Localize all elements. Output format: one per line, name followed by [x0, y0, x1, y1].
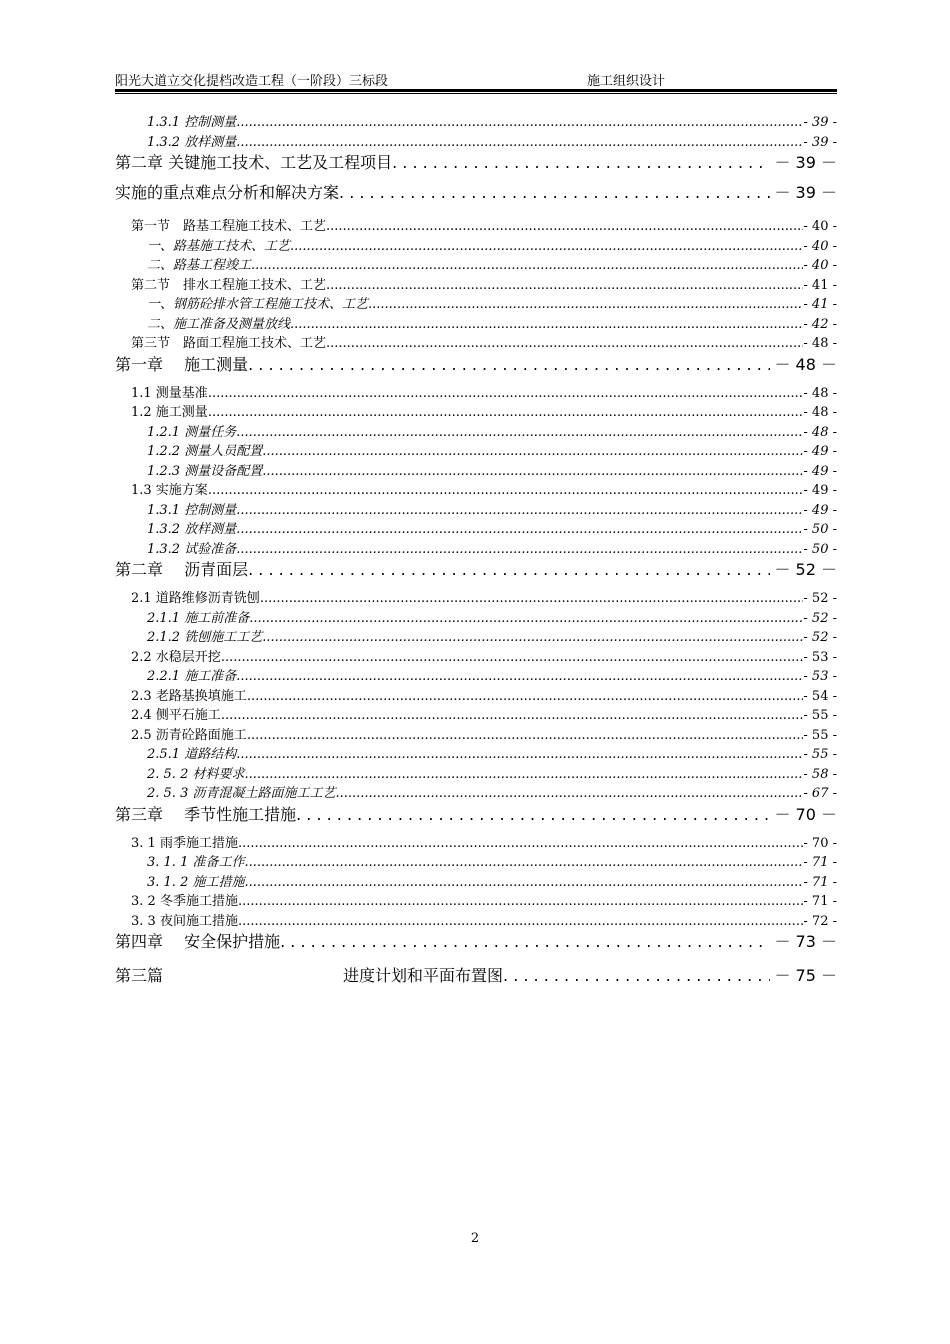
- toc-entry-page: - 41 -: [803, 277, 837, 293]
- toc-entry-title: 3. 1. 2 施工措施: [147, 874, 245, 890]
- toc-entry-title: 一、钢筋砼排水管工程施工技术、工艺: [147, 297, 369, 312]
- toc-leader: [248, 354, 770, 376]
- toc-entry-title: 2. 5. 2 材料要求: [147, 766, 245, 782]
- table-of-contents: [115, 113, 837, 987]
- header-rule-thin: [115, 93, 837, 94]
- toc-entry-title: 1.2.3 测量设备配置: [147, 463, 263, 479]
- toc-leader: [247, 687, 804, 707]
- toc-entry-title: 1.3.2 试验准备: [147, 541, 237, 557]
- toc-entry-page: - 58 -: [803, 766, 837, 782]
- toc-entry-title: 第一章 施工测量: [115, 354, 249, 374]
- toc-leader: [290, 237, 803, 257]
- toc-entry-title: 第二章 沥青面层: [115, 560, 249, 579]
- toc-entry[interactable]: [115, 784, 837, 804]
- toc-entry[interactable]: [115, 276, 837, 296]
- toc-entry-title: 2.1.2 铣刨施工工艺: [147, 630, 263, 645]
- toc-entry-title: 3. 1 雨季施工措施: [131, 835, 238, 851]
- toc-entry-page: － 75 －: [774, 966, 837, 985]
- toc-entry-title: 第一节 路基工程施工技术、工艺: [131, 219, 327, 234]
- toc-entry-page: - 54 -: [803, 688, 837, 704]
- toc-entry-title: 2.5 沥青砼路面施工: [131, 727, 247, 743]
- toc-entry[interactable]: [115, 403, 837, 423]
- toc-entry-title: 1.3.1 控制测量: [147, 502, 237, 518]
- toc-entry[interactable]: [115, 609, 837, 629]
- toc-leader: [262, 628, 803, 648]
- toc-entry[interactable]: [115, 217, 837, 237]
- toc-entry-title: 1.3.2 放样测量: [147, 522, 237, 537]
- toc-entry-title: 2.2.1 施工准备: [147, 669, 237, 684]
- toc-entry[interactable]: [115, 384, 837, 404]
- toc-leader: [236, 113, 803, 133]
- toc-leader: [260, 589, 804, 609]
- toc-entry-title: 实施的重点难点分析和解决方案: [115, 183, 340, 202]
- toc-entry-title: 2. 5. 3 沥青混凝土路面施工工艺: [147, 786, 336, 801]
- toc-entry-page: - 70 -: [803, 835, 837, 851]
- toc-entry-page: - 52 -: [803, 591, 837, 606]
- toc-entry-page: － 70 －: [774, 804, 837, 824]
- toc-entry-title: 2.5.1 道路结构: [147, 747, 237, 762]
- toc-entry-title: 1.2.2 测量人员配置: [147, 444, 263, 459]
- toc-leader: [247, 726, 804, 746]
- toc-leader: [236, 520, 803, 540]
- toc-entry[interactable]: [115, 687, 837, 707]
- toc-entry-page: - 40 -: [803, 258, 837, 273]
- toc-entry-page: - 71 -: [803, 855, 837, 870]
- toc-entry-page: - 50 -: [803, 522, 837, 537]
- toc-entry[interactable]: [115, 834, 837, 854]
- toc-entry-title: 第二节 排水工程施工技术、工艺: [131, 277, 327, 293]
- toc-entry-page: - 72 -: [803, 913, 837, 929]
- toc-entry[interactable]: [115, 423, 837, 443]
- toc-leader: [248, 559, 770, 581]
- toc-leader: [335, 784, 803, 804]
- toc-entry-title: 第二章 关键施工技术、工艺及工程项目: [115, 153, 393, 172]
- toc-entry-title: 1.2 施工测量: [131, 405, 208, 420]
- toc-chapter-entry[interactable]: [115, 931, 837, 953]
- toc-entry-title: 3. 1. 1 准备工作: [147, 855, 245, 870]
- toc-entry-page: - 40 -: [803, 238, 837, 254]
- toc-leader: [251, 256, 803, 276]
- toc-entry-page: - 48 -: [803, 336, 837, 351]
- toc-entry-page: － 39 －: [774, 153, 837, 172]
- toc-leader: [236, 423, 803, 443]
- toc-leader: [339, 182, 770, 204]
- toc-leader: [244, 765, 803, 785]
- page-header: [115, 70, 837, 88]
- toc-entry[interactable]: [115, 501, 837, 521]
- toc-entry-title: 3. 2 冬季施工措施: [131, 894, 238, 909]
- toc-entry-page: - 49 -: [803, 444, 837, 459]
- toc-entry-title: 2.3 老路基换填施工: [131, 688, 247, 704]
- header-document-title: 施工组织设计: [587, 74, 666, 89]
- toc-entry[interactable]: [115, 667, 837, 687]
- toc-entry[interactable]: [115, 706, 837, 726]
- toc-leader: [326, 334, 803, 354]
- toc-entry-title: 1.3.1 控制测量: [147, 115, 237, 130]
- header-rule-thick: [115, 89, 837, 92]
- toc-entry[interactable]: [115, 256, 837, 276]
- toc-entry-page: － 52 －: [774, 560, 837, 579]
- toc-entry[interactable]: [115, 873, 837, 893]
- toc-part-label: 第三篇: [115, 966, 164, 985]
- toc-entry[interactable]: [115, 462, 837, 482]
- toc-leader: [296, 804, 770, 826]
- toc-entry-page: - 55 -: [803, 747, 837, 762]
- toc-entry-title: 2.2 水稳层开挖: [131, 649, 221, 665]
- toc-entry-title: 1.1 测量基准: [131, 385, 208, 401]
- toc-entry-page: - 55 -: [803, 727, 837, 743]
- toc-leader: [249, 609, 803, 629]
- toc-chapter-entry[interactable]: [115, 182, 837, 204]
- toc-leader: [326, 217, 803, 237]
- toc-leader: [236, 745, 803, 765]
- toc-leader: [244, 873, 803, 893]
- toc-entry-page: - 40 -: [803, 219, 837, 234]
- toc-entry-title: 3. 3 夜间施工措施: [131, 913, 238, 929]
- toc-entry-page: － 39 －: [774, 183, 837, 202]
- header-project-title: 阳光大道立交化提档改造工程（一阶段）三标段: [115, 74, 389, 89]
- toc-leader: [208, 403, 804, 423]
- toc-leader: [238, 892, 803, 912]
- toc-chapter-entry[interactable]: [115, 559, 837, 581]
- toc-entry-page: - 39 -: [803, 134, 837, 150]
- toc-entry-page: - 49 -: [803, 502, 837, 518]
- toc-chapter-entry[interactable]: [115, 804, 837, 826]
- toc-chapter-entry[interactable]: [115, 354, 837, 376]
- toc-entry-page: - 53 -: [803, 669, 837, 684]
- toc-entry-title: 第三章 季节性施工措施: [115, 804, 297, 824]
- toc-entry-page: - 55 -: [803, 708, 837, 723]
- toc-entry-page: - 48 -: [803, 405, 837, 420]
- toc-part-entry[interactable]: [115, 965, 837, 987]
- toc-entry-page: - 41 -: [803, 297, 837, 312]
- toc-leader: [368, 295, 803, 315]
- toc-entry[interactable]: [115, 237, 837, 257]
- toc-leader: [236, 540, 803, 560]
- toc-entry-page: - 71 -: [803, 894, 837, 909]
- toc-entry-page: - 39 -: [803, 115, 837, 130]
- toc-leader: [262, 442, 803, 462]
- toc-entry[interactable]: [115, 481, 837, 501]
- toc-entry-page: - 49 -: [803, 483, 837, 498]
- toc-entry[interactable]: [115, 442, 837, 462]
- toc-entry[interactable]: [115, 133, 837, 153]
- toc-entry-page: － 73 －: [774, 932, 837, 951]
- toc-entry[interactable]: [115, 912, 837, 932]
- toc-entry-title: 1.3 实施方案: [131, 483, 208, 498]
- toc-entry-title: 第三节 路面工程施工技术、工艺: [131, 336, 327, 351]
- toc-chapter-entry[interactable]: [115, 152, 837, 174]
- toc-entry[interactable]: [115, 892, 837, 912]
- toc-entry-title: 2.1.1 施工前准备: [147, 610, 250, 626]
- toc-leader: [392, 152, 770, 174]
- toc-entry-page: - 49 -: [803, 463, 837, 479]
- toc-entry[interactable]: [115, 853, 837, 873]
- toc-leader: [326, 276, 803, 296]
- toc-entry-title: 一、路基施工技术、工艺: [147, 238, 291, 254]
- toc-entry[interactable]: [115, 589, 837, 609]
- toc-entry-page: - 48 -: [803, 424, 837, 440]
- toc-leader: [290, 315, 803, 335]
- toc-entry[interactable]: [115, 315, 837, 335]
- toc-entry[interactable]: [115, 765, 837, 785]
- toc-leader: [236, 667, 803, 687]
- toc-entry-page: - 52 -: [803, 610, 837, 626]
- page-number: 2: [470, 1231, 480, 1246]
- toc-entry-page: - 42 -: [803, 316, 837, 332]
- toc-entry-title: 进度计划和平面布置图: [343, 966, 504, 985]
- toc-entry-page: - 67 -: [803, 786, 837, 801]
- toc-leader: [236, 133, 803, 153]
- toc-entry-title: 第四章 安全保护措施: [115, 932, 281, 951]
- toc-entry[interactable]: [115, 295, 837, 315]
- toc-leader: [238, 912, 803, 932]
- toc-leader: [208, 384, 804, 404]
- toc-entry-title: 2.1 道路维修沥青铣刨: [131, 591, 260, 606]
- toc-leader: [280, 931, 770, 953]
- toc-leader: [221, 706, 804, 726]
- toc-entry[interactable]: [115, 540, 837, 560]
- toc-leader: [208, 481, 804, 501]
- toc-leader: [262, 462, 803, 482]
- toc-entry-title: 1.3.2 放样测量: [147, 134, 237, 150]
- toc-entry-page: - 71 -: [803, 874, 837, 890]
- toc-entry-title: 1.2.1 测量任务: [147, 424, 237, 440]
- toc-entry-page: - 48 -: [803, 385, 837, 401]
- toc-entry[interactable]: [115, 628, 837, 648]
- toc-leader: [236, 501, 803, 521]
- toc-leader: [503, 965, 770, 987]
- toc-entry[interactable]: [115, 113, 837, 133]
- toc-entry-title: 2.4 侧平石施工: [131, 708, 221, 723]
- toc-entry[interactable]: [115, 334, 837, 354]
- toc-entry[interactable]: [115, 520, 837, 540]
- toc-entry[interactable]: [115, 726, 837, 746]
- toc-entry-page: － 48 －: [774, 354, 837, 374]
- toc-entry[interactable]: [115, 648, 837, 668]
- toc-entry-page: - 50 -: [803, 541, 837, 557]
- toc-entry[interactable]: [115, 745, 837, 765]
- toc-leader: [221, 648, 804, 668]
- toc-entry-page: - 53 -: [803, 649, 837, 665]
- toc-leader: [238, 834, 803, 854]
- toc-leader: [244, 853, 803, 873]
- toc-entry-page: - 52 -: [803, 630, 837, 645]
- toc-entry-title: 二、施工准备及测量放线: [147, 316, 291, 332]
- toc-entry-title: 二、路基工程竣工: [147, 258, 252, 273]
